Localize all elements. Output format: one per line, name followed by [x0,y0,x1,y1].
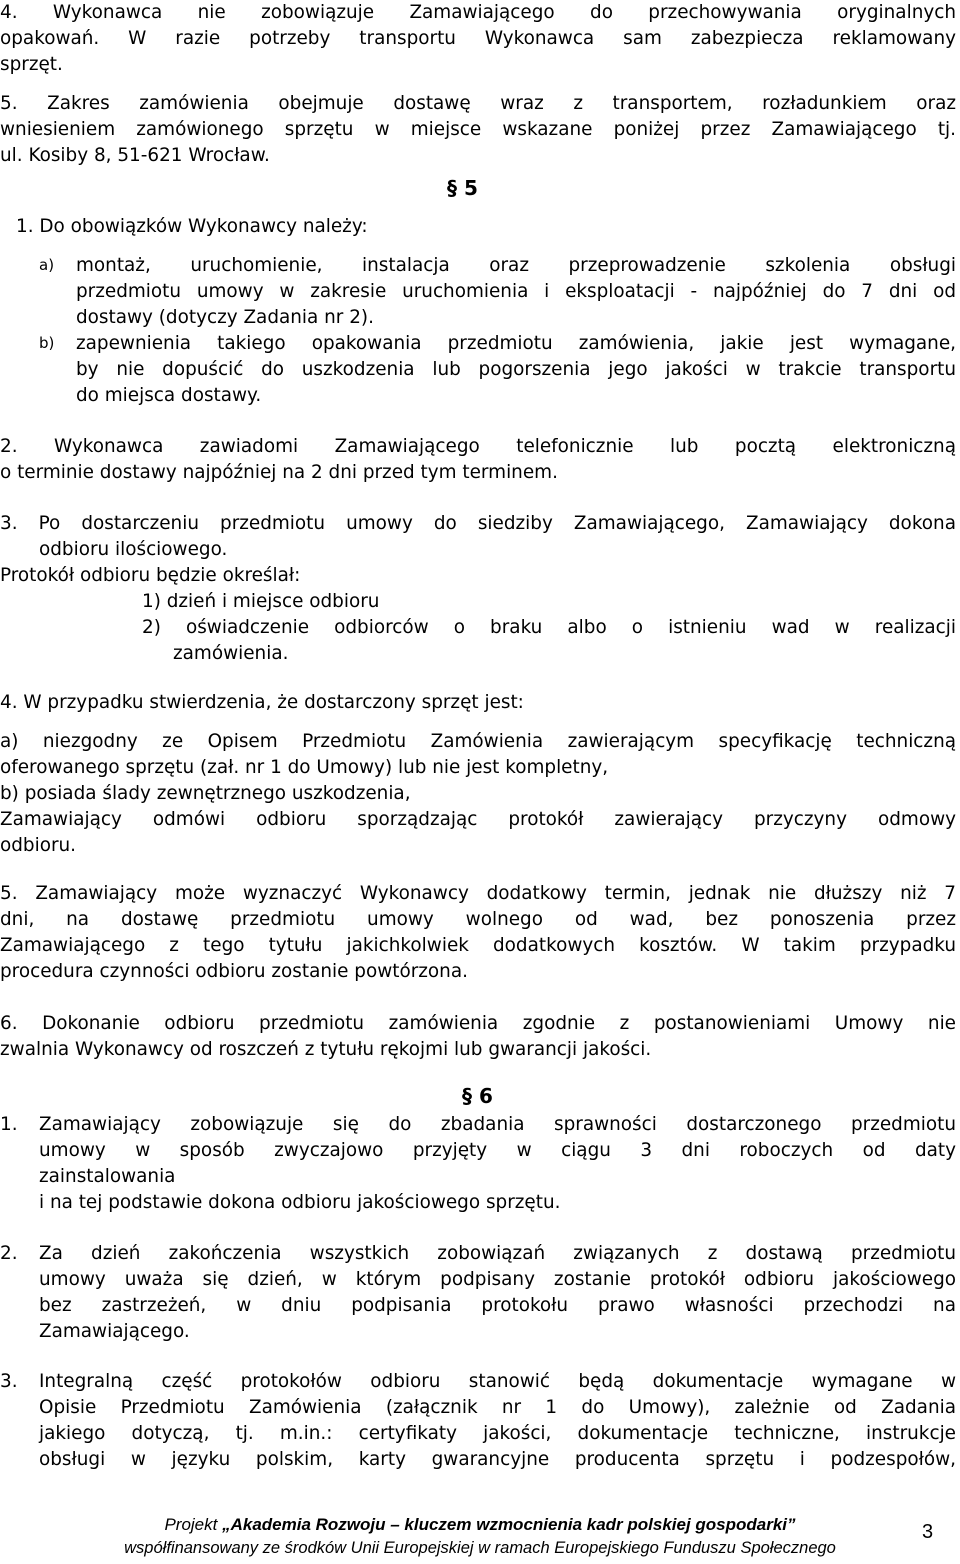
footer-project-line [0,1515,960,1535]
sec6-item-3-line: jakiego dotyczą, tj. m.in.: certyfikaty jakości, dokumentacje techniczne, instrukcje [39,1422,956,1444]
sec5-item-2-line: 2. Wykonawca zawiadomi Zamawiającego telefonicznie lub pocztą elektroniczną [0,436,956,457]
sec6-item-3 [39,1369,956,1473]
page-number: 3 [922,1521,934,1543]
footer-project-prefix: Projekt [164,1515,223,1534]
sec5-item-3-line: 3. Po dostarczeniu przedmiotu umowy do siedziby Zamawiającego, Zamawiający dokona [0,513,956,534]
sec5-item-5 [0,881,956,985]
sec6-item-2-line: Za dzień zakończenia wszystkich zobowiązań związanych z dostawą przedmiotu [39,1243,956,1264]
sec5-item-4-details [0,729,956,859]
para-5 [0,91,956,169]
para-5-line: wniesieniem zamówionego sprzętu w miejsce wskazane poniżej przez Zamawiającego tj. [0,118,956,140]
sec6-item-2-line: umowy uważa się dzień, w którym podpisany zostanie protokół odbioru jakościowego [39,1268,956,1290]
sec5-item-b-line: zapewnienia takiego opakowania przedmiotu zamówienia, jakie jest wymagane, [76,333,956,354]
sec6-item-1-line: zainstalowania [39,1165,176,1187]
sec5-protocol-line: Protokół odbioru będzie określał: [0,564,301,586]
para-4-line: 4. Wykonawca nie zobowiązuje Zamawiającego do przechowywania oryginalnych [0,2,956,23]
sec5-protocol-item-1: 1) dzień i miejsce odbioru [142,591,380,612]
sec5-item-5-line: dni, na dostawę przedmiotu umowy wolnego od wad, bez ponoszenia przez [0,908,956,930]
sec6-item-1-number: 1. [0,1114,18,1135]
sec5-item-5-line: 5. Zamawiający może wyznaczyć Wykonawcy dodatkowy termin, jednak nie dłuższy niż 7 [0,883,956,904]
sec6-item-3-line: Integralną część protokołów odbioru stanowić będą dokumentacje wymagane w [39,1371,956,1392]
sec5-item-4-b-line: b) posiada ślady zewnętrznego uszkodzenia, [0,782,411,804]
sec5-item-6-line: zwalnia Wykonawcy od roszczeń z tytułu rękojmi lub gwarancji jakości. [0,1038,652,1060]
sec5-item-b [76,331,956,409]
sec5-item-a-marker: a) [39,256,55,274]
sec5-item-a-line: przedmiotu umowy w zakresie uruchomienia i eksploatacji - najpóźniej do 7 dni od [76,280,956,302]
sec5-item-2-line: o terminie dostawy najpóźniej na 2 dni przed tym terminem. [0,461,558,483]
sec5-protocol-item-2-line: 2) oświadczenie odbiorców o braku albo o istnieniu wad w realizacji [142,617,956,638]
sec6-item-2-line: Zamawiającego. [39,1320,190,1342]
sec5-item-b-marker: b) [39,334,55,352]
sec5-item-b-line: by nie dopuścić do uszkodzenia lub pogorszenia jego jakości w trakcie transportu [76,358,956,380]
para-4-line: opakowań. W razie potrzeby transportu Wykonawca sam zabezpiecza reklamowany [0,27,956,49]
sec5-item-6-line: 6. Dokonanie odbioru przedmiotu zamówienia zgodnie z postanowieniami Umowy nie [0,1013,956,1034]
sec5-protocol-item-2-line: zamówienia. [173,642,289,664]
sec6-item-2-line: bez zastrzeżeń, w dniu podpisania protokołu prawo własności przechodzi na [39,1294,956,1316]
sec6-item-1-line: i na tej podstawie dokona odbioru jakościowego sprzętu. [39,1191,561,1213]
sec5-item-a-line: dostawy (dotyczy Zadania nr 2). [76,306,374,328]
sec5-item-4: 4. W przypadku stwierdzenia, że dostarczony sprzęt jest: [0,692,524,713]
section-6-heading: § 6 [462,1084,493,1108]
para-5-line: 5. Zakres zamówienia obejmuje dostawę wraz z transportem, rozładunkiem oraz [0,93,956,114]
sec5-item-1: 1. Do obowiązków Wykonawcy należy: [16,216,368,237]
sec5-item-a-line: montaż, uruchomienie, instalacja oraz przeprowadzenie szkolenia obsługi [76,255,956,276]
sec5-item-5-line: Zamawiającego z tego tytułu jakichkolwiek dodatkowych kosztów. W takim przypadku [0,934,956,956]
sec5-item-4-a-line: oferowanego sprzętu (zał. nr 1 do Umowy) lub nie jest kompletny, [0,756,609,778]
footer-project-name: „Akademia Rozwoju – kluczem wzmocnienia kadr polskiej gospodarki” [222,1515,796,1534]
sec5-item-a [76,253,956,331]
sec6-item-1-line: Zamawiający zobowiązuje się do zbadania sprawności dostarczonego przedmiotu [39,1114,956,1135]
sec5-item-2 [0,434,956,486]
sec5-item-4-c-line: Zamawiający odmówi odbioru sporządzając protokół zawierający przyczyny odmowy [0,808,956,830]
section-5-heading: § 5 [447,176,478,200]
sec6-item-1-line: umowy w sposób zwyczajowo przyjęty w ciągu 3 dni roboczych od daty [39,1139,956,1161]
sec5-item-5-line: procedura czynności odbioru zostanie powtórzona. [0,960,468,982]
sec6-item-2-number: 2. [0,1243,18,1264]
sec6-item-3-number: 3. [0,1371,18,1392]
sec6-item-1 [39,1112,956,1216]
sec5-item-6 [0,1011,956,1063]
sec6-item-2 [39,1241,956,1345]
sec5-item-3-line: odbioru ilościowego. [39,538,228,560]
sec5-item-3 [0,511,956,589]
sec6-item-3-line: obsługi w języku polskim, karty gwarancyjne producenta sprzętu i podzespołów, [39,1448,956,1470]
sec6-item-3-line: Opisie Przedmiotu Zamówienia (załącznik nr 1 do Umowy), zależnie od Zadania [39,1396,956,1418]
sec5-item-4-a-line: a) niezgodny ze Opisem Przedmiotu Zamówienia zawierającym specyfikację techniczną [0,731,956,752]
sec5-item-b-line: do miejsca dostawy. [76,384,262,406]
para-4 [0,0,956,78]
para-5-line: ul. Kosiby 8, 51-621 Wrocław. [0,144,270,166]
sec5-item-4-c-line: odbioru. [0,834,77,856]
footer-funding-line: współfinansowany ze środków Unii Europejskiej w ramach Europejskiego Funduszu Społecznego [124,1539,836,1557]
para-4-line: sprzęt. [0,53,63,75]
sec5-protocol-item-2 [142,615,956,667]
